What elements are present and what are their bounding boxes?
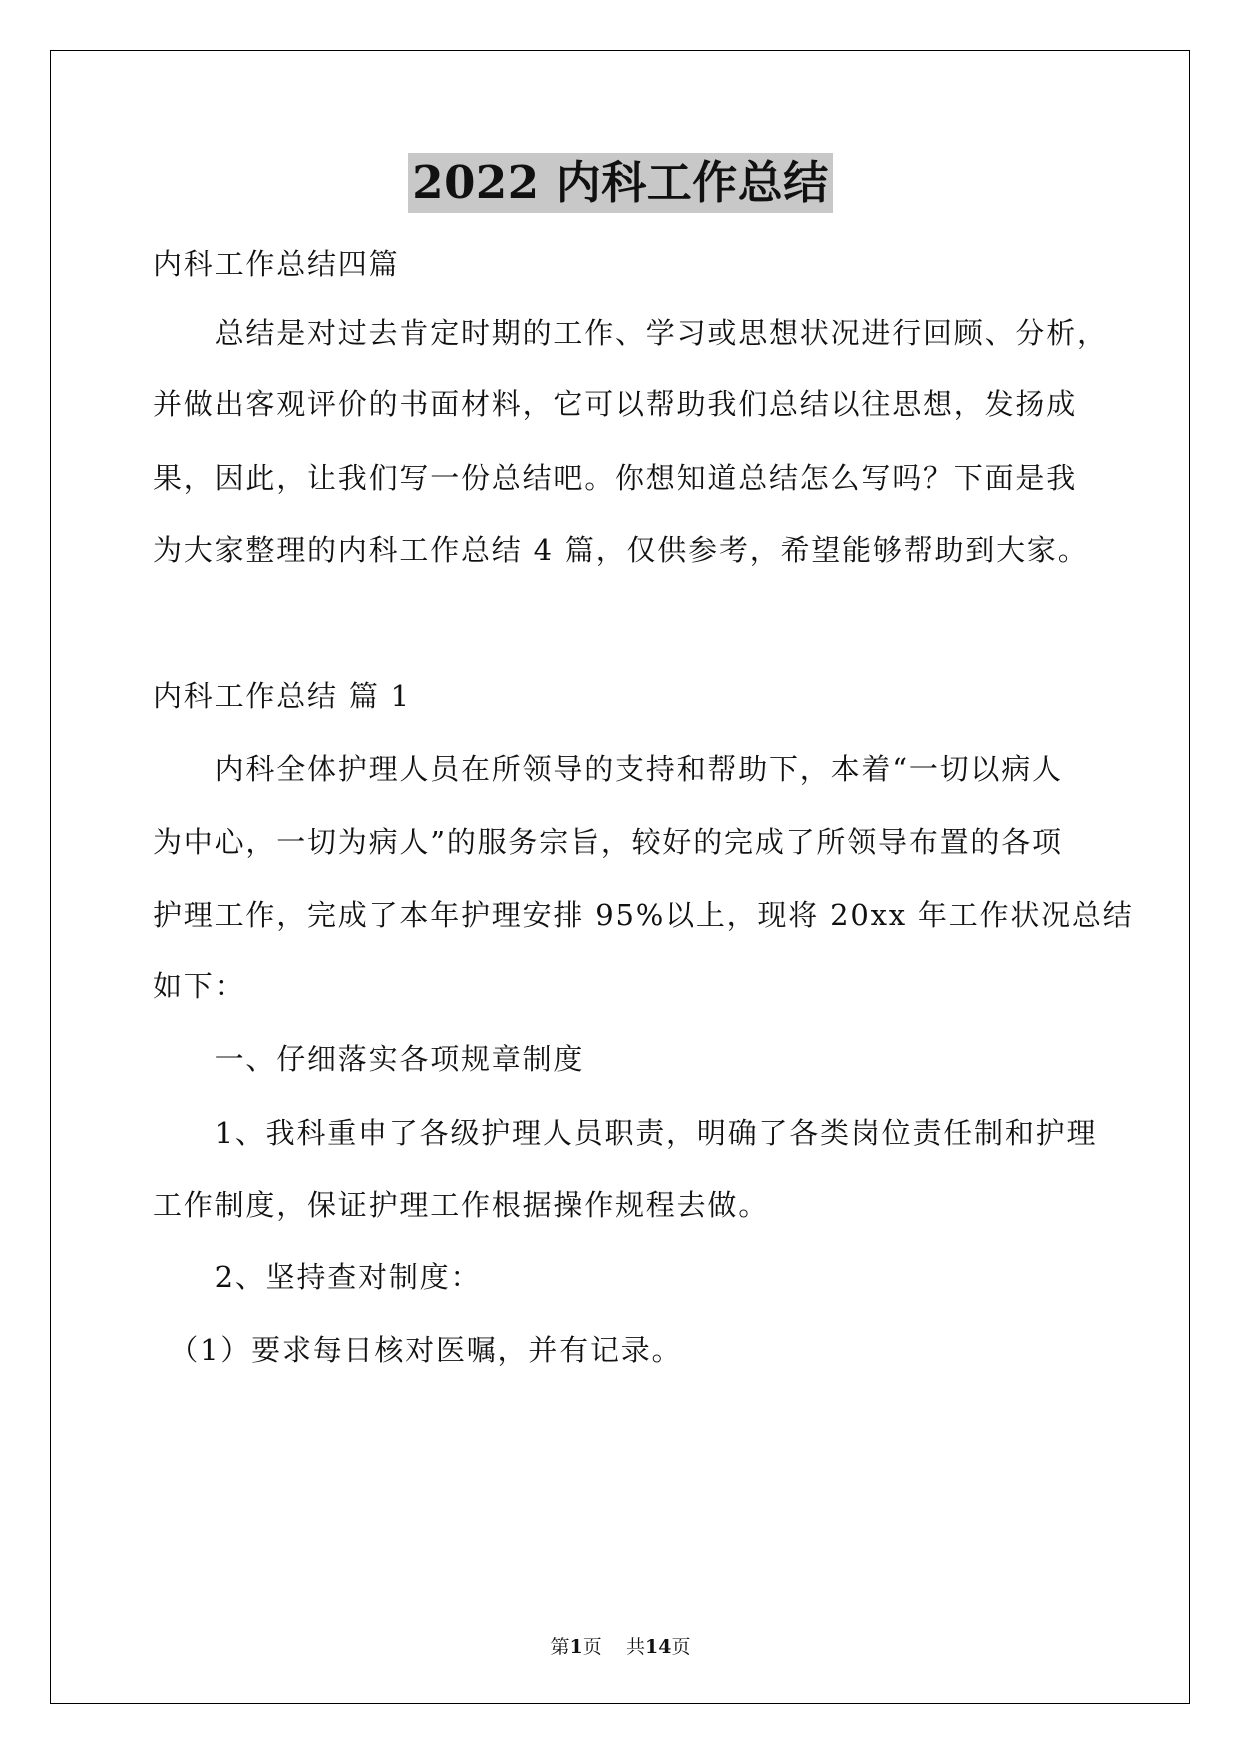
para1-line-1: 内科全体护理人员在所领导的支持和帮助下，本着“一切以病人 — [153, 752, 1063, 786]
para1-line-4: 如下： — [153, 969, 246, 1003]
item2: 2、坚持查对制度： — [153, 1260, 482, 1294]
para1-line-3: 护理工作，完成了本年护理安排 95%以上，现将 20xx 年工作状况总结 — [153, 898, 1134, 932]
document-title: 2022 内科工作总结 — [408, 153, 832, 213]
footer-prefix: 第 — [550, 1636, 570, 1658]
footer-total-pages: 14 — [644, 1636, 672, 1658]
page-footer — [0, 1635, 1241, 1659]
footer-total-unit: 页 — [671, 1636, 691, 1658]
intro-line-1: 总结是对过去肯定时期的工作、学习或思想状况进行回顾、分析， — [153, 316, 1108, 350]
para1-line-2: 为中心，一切为病人”的服务宗旨，较好的完成了所领导布置的各项 — [153, 825, 1063, 859]
footer-total-prefix: 共 — [625, 1636, 645, 1658]
section-heading: 内科工作总结 篇 1 — [153, 679, 411, 713]
footer-page-number: 1 — [569, 1636, 583, 1658]
intro-line-3: 果，因此，让我们写一份总结吧。你想知道总结怎么写吗？下面是我 — [153, 461, 1078, 495]
footer-page-unit: 页 — [582, 1636, 602, 1658]
item1-line-2: 工作制度，保证护理工作根据操作规程去做。 — [153, 1188, 770, 1222]
intro-line-2: 并做出客观评价的书面材料，它可以帮助我们总结以往思想，发扬成 — [153, 387, 1078, 421]
title-container — [0, 153, 1241, 213]
intro-line-4: 为大家整理的内科工作总结 4 篇，仅供参考，希望能够帮助到大家。 — [153, 533, 1089, 567]
subtitle: 内科工作总结四篇 — [153, 247, 400, 281]
item-heading: 一、仔细落实各项规章制度 — [153, 1042, 585, 1076]
item2-sub1: （1）要求每日核对医嘱，并有记录。 — [153, 1333, 683, 1367]
item1-line-1: 1、我科重申了各级护理人员职责，明确了各类岗位责任制和护理 — [153, 1116, 1098, 1150]
